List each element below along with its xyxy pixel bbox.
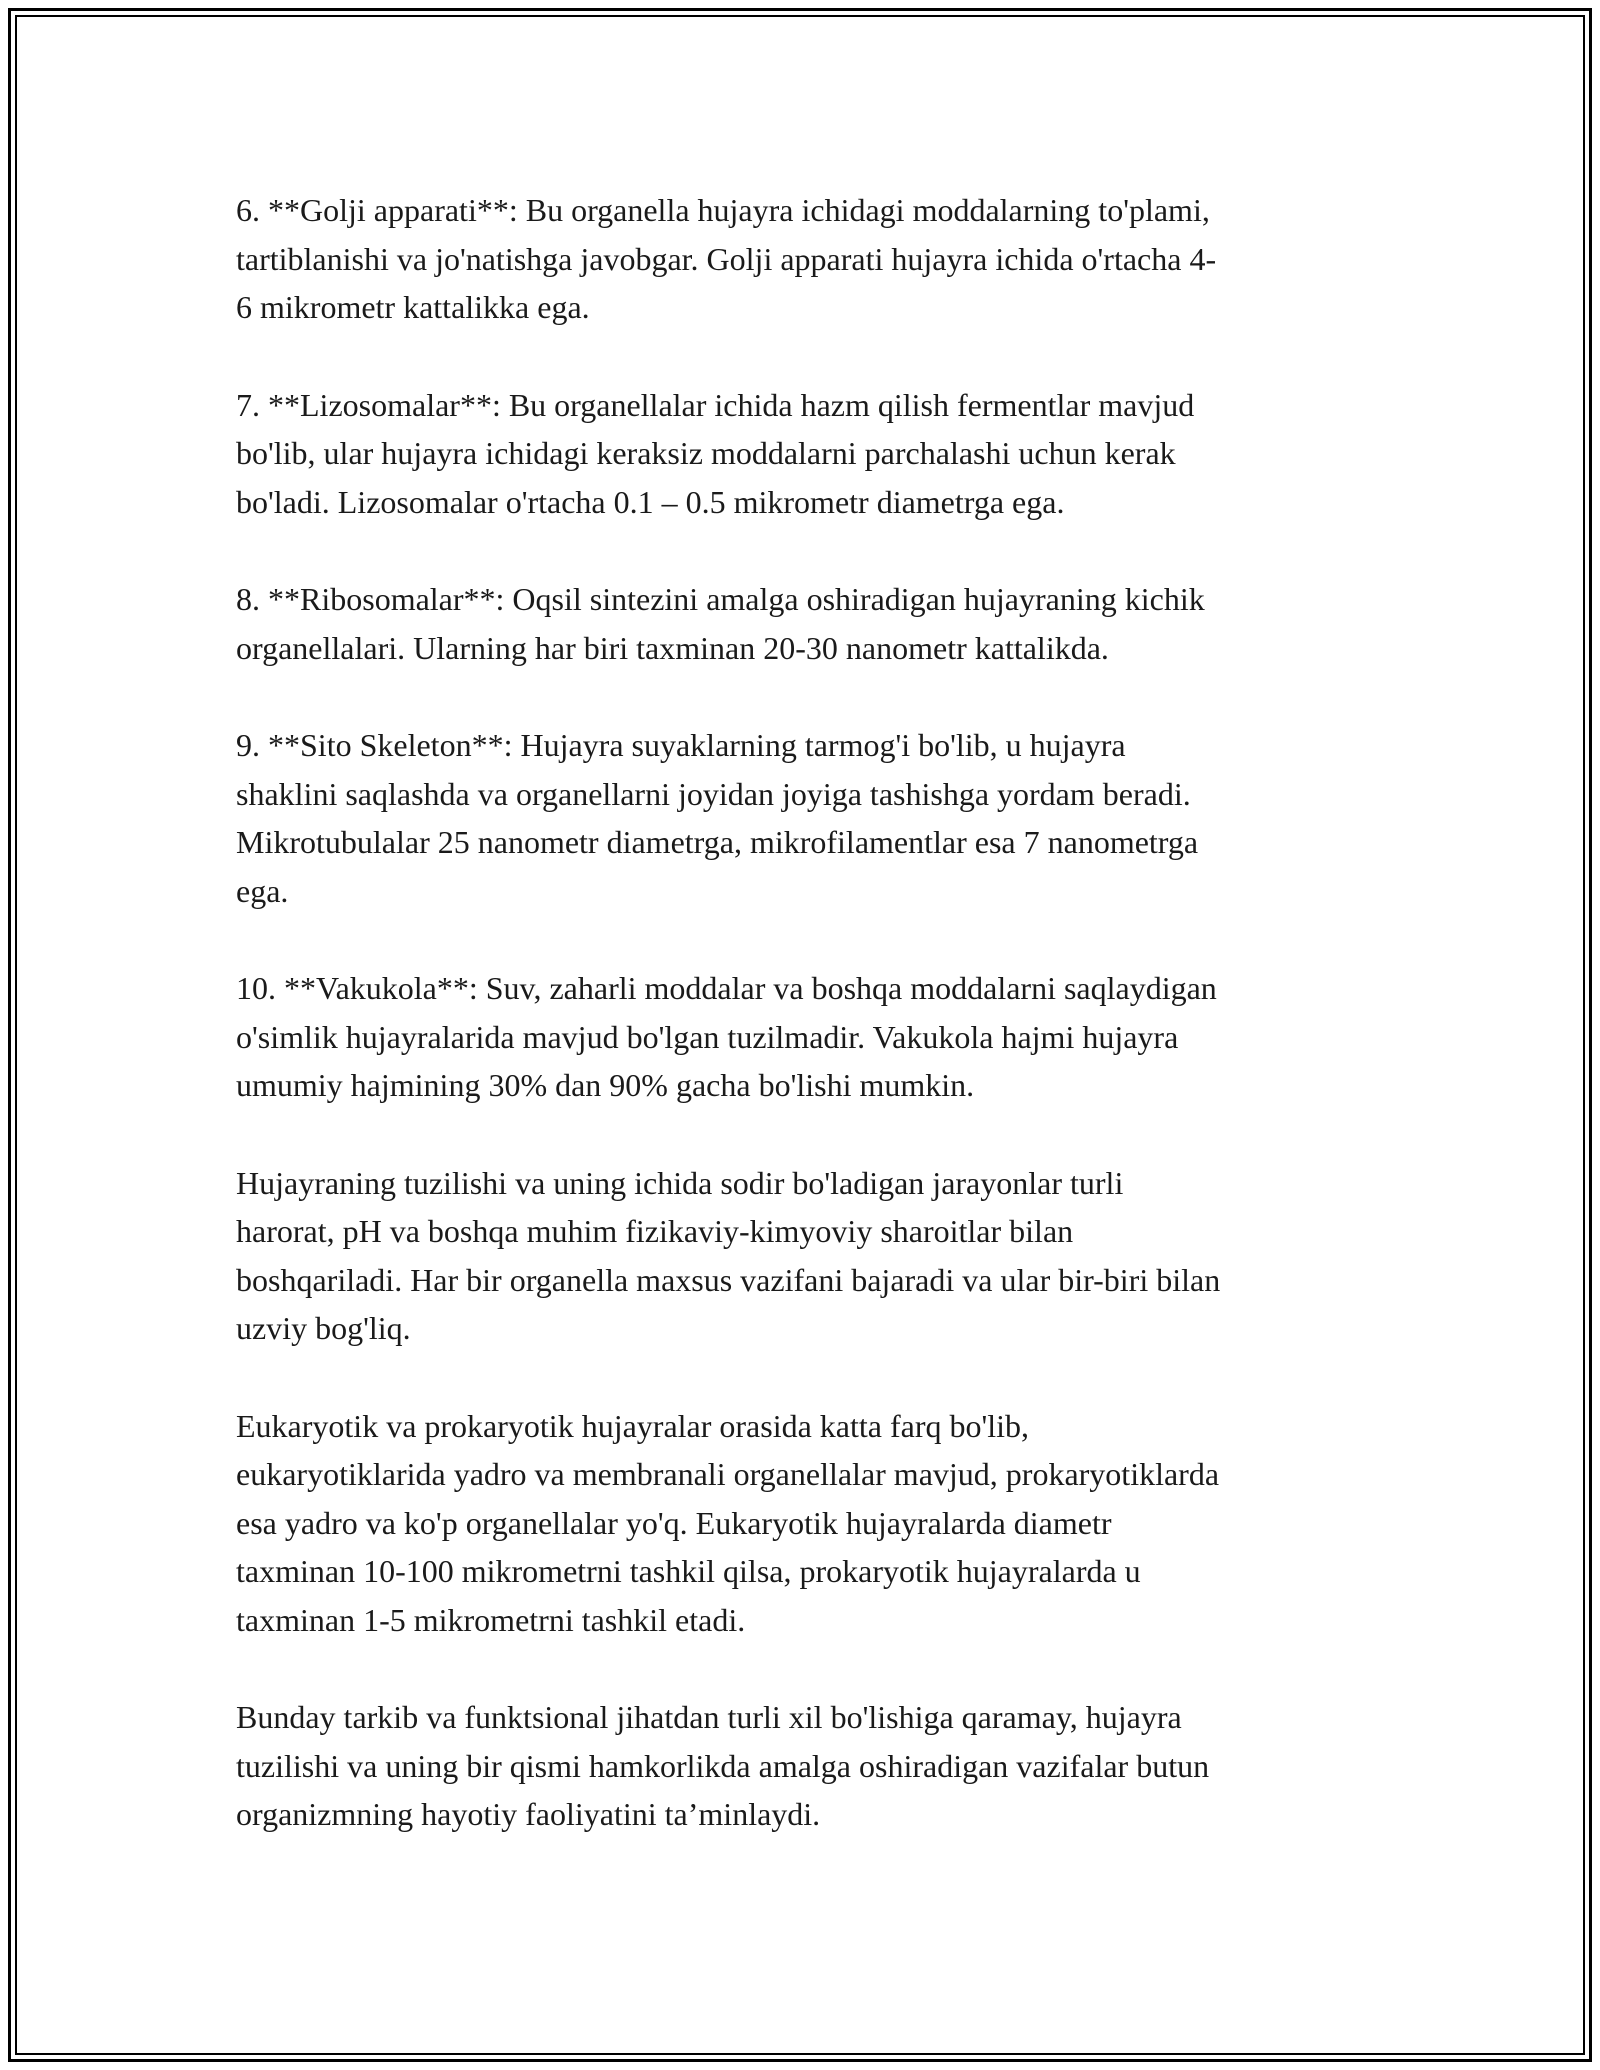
paragraph-lysosomes: 7. **Lizosomalar**: Bu organellalar ichida hazm qilish fermentlar mavjud bo'lib, ular hujayra ichidagi keraksiz moddalarni parchalashi uchun kerak bo'ladi. Lizosomalar o'rtacha 0.1 – 0.5 mikrometr diametrga ega. (236, 386, 1195, 520)
paragraph-cytoskeleton: 9. **Sito Skeleton**: Hujayra suyaklarning tarmog'i bo'lib, u hujayra shaklini saqlashda va organellarni joyidan joyiga tashishga yordam beradi. Mikrotubulalar 25 nanometr diametrga, mikrofilamentlar esa 7 nanometrga ega. (236, 727, 1199, 909)
paragraph-eukaryotic-prokaryotic: Eukaryotik va prokaryotik hujayralar orasida katta farq bo'lib, eukaryotiklarida yadro va membranali organellalar mavjud, prokaryotiklarda esa yadro va ko'p organellalar yo'q. Eukaryotik hujayralarda diametr taxminan 10-100 mikrometrni tashkil qilsa, prokaryotik hujayralarda u taxminan 1-5 mikrometrni tashkil etadi. (236, 1407, 1220, 1638)
paragraph-cell-regulation: Hujayraning tuzilishi va uning ichida sodir bo'ladigan jarayonlar turli harorat, pH va boshqa muhim fizikaviy-kimyoviy sharoitlar bilan boshqariladi. Har bir organella maxsus vazifani bajaradi va ular bir-biri bilan uzviy bog'liq. (236, 1164, 1221, 1346)
paragraph-conclusion: Bunday tarkib va funktsional jihatdan turli xil bo'lishiga qaramay, hujayra tuzilishi va uning bir qismi hamkorlikda amalga oshiradigan vazifalar butun organizmning hayotiy faoliyatini ta’minlaydi. (236, 1699, 1210, 1832)
paragraph-vacuole: 10. **Vakukola**: Suv, zaharli moddalar va boshqa moddalarni saqlaydigan o'simlik hujayralarida mavjud bo'lgan tuzilmadir. Vakukola hajmi hujayra umumiy hajmining 30% dan 90% gacha bo'lishi mumkin. (236, 970, 1217, 1103)
paragraph-golgi: 6. **Golji apparati**: Bu organella hujayra ichidagi moddalarning to'plami, tartiblanishi va jo'natishga javobgar. Golji apparati hujayra ichida o'rtacha 4- 6 mikrometr kattalikka ega. (236, 192, 1217, 325)
document-body (236, 186, 1376, 1888)
paragraph-ribosomes: 8. **Ribosomalar**: Oqsil sintezini amalga oshiradigan hujayraning kichik organellalari. Ularning har biri taxminan 20-30 nanometr kattalikda. (236, 581, 1205, 666)
